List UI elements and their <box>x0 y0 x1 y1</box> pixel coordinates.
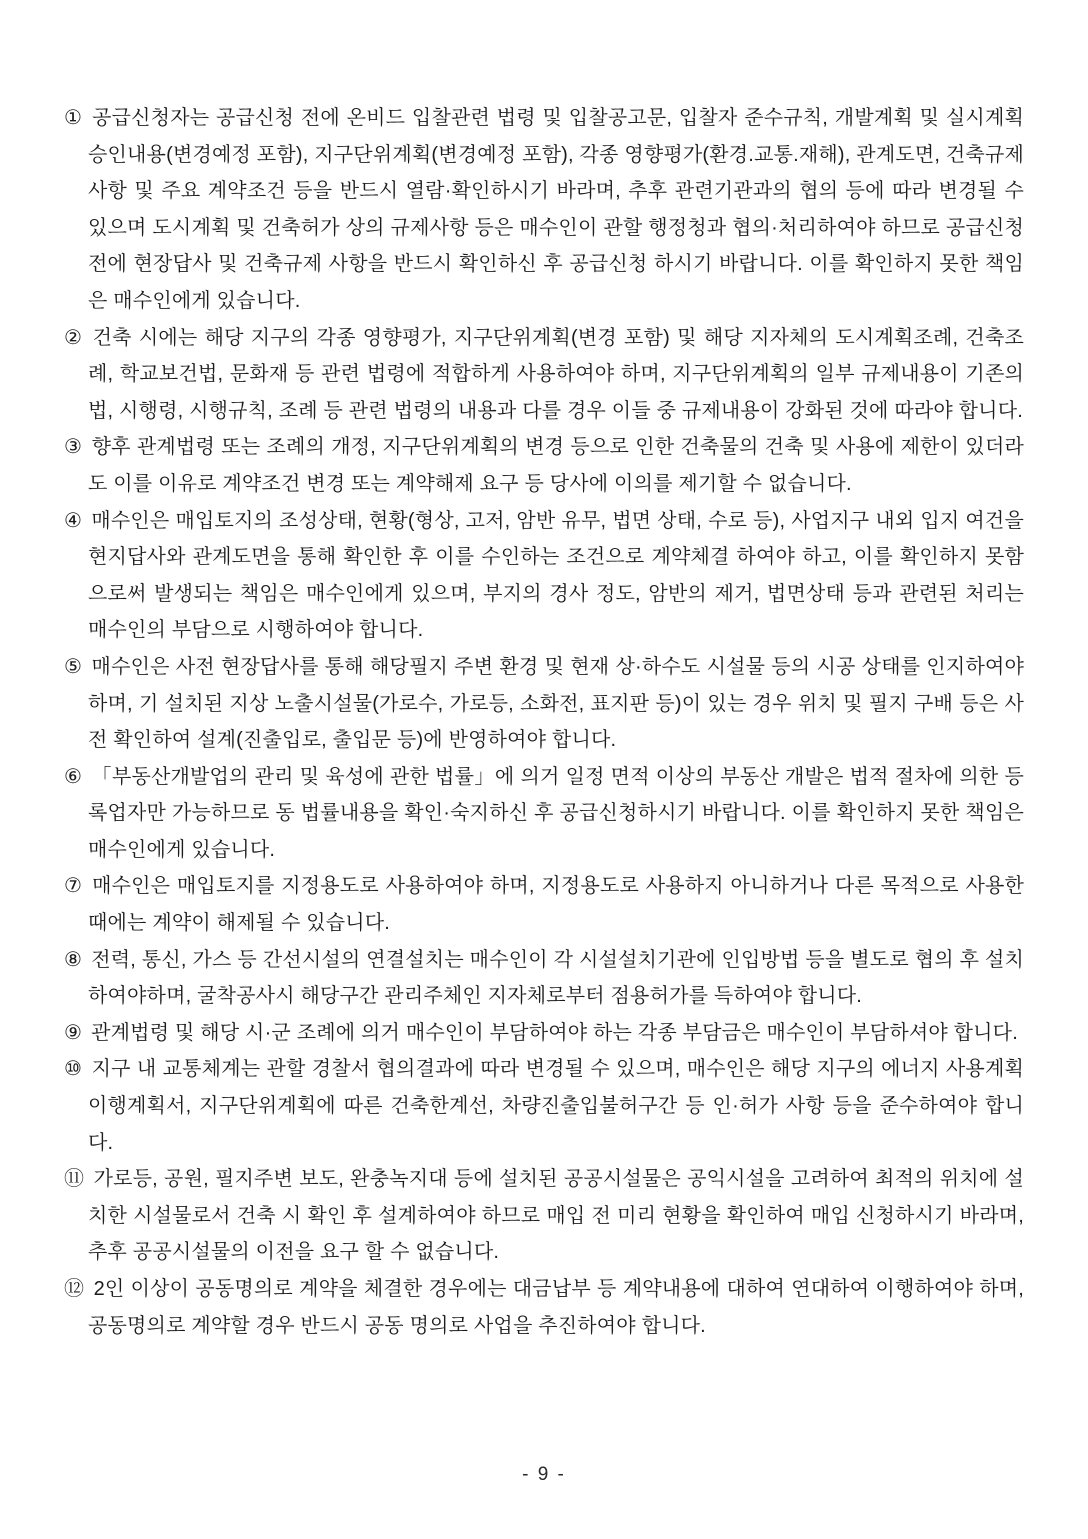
item-number: ⑧ <box>64 948 83 971</box>
item-number: ⑫ <box>64 1278 85 1300</box>
item-text: 공급신청자는 공급신청 전에 온비드 입찰관련 법령 및 입찰공고문, 입찰자 준수규칙, 개발계획 및 실시계획 승인내용(변경예정 포함), 지구단위계획(변경예정 포함), 각종 영향평가(환경.교통.재해), 관계도면, 건축규제사항 및 주요 계약조건 등을 반드시 열람·확인하시기 바라며, 추후 관련기관과의 협의 등에 따라 변경될 수 있으며 도시계획 및 건축허가 상의 규제사항 등은 매수인이 관할 행정청과 협의·처리하여야 하므로 공급신청 전에 현장답사 및 건축규제 사항을 반드시 확인하신 후 공급신청 하시기 바랍니다. 이를 확인하지 못한 책임은 매수인에게 있습니다. <box>88 107 1024 312</box>
item-text: 향후 관계법령 또는 조례의 개정, 지구단위계획의 변경 등으로 인한 건축물의 건축 및 사용에 제한이 있더라도 이를 이유로 계약조건 변경 또는 계약해제 요구 등 당사에 이의를 제기할 수 없습니다. <box>88 436 1024 495</box>
item-text: 매수인은 사전 현장답사를 통해 해당필지 주변 환경 및 현재 상·하수도 시설물 등의 시공 상태를 인지하여야 하며, 기 설치된 지상 노출시설물(가로수, 가로등, 소화전, 표지판 등)이 있는 경우 위치 및 필지 구배 등은 사전 확인하여 설계(진출입로, 출입문 등)에 반영하여야 합니다. <box>88 655 1025 752</box>
page-number: - 9 - <box>522 1464 566 1485</box>
notice-item-9 <box>64 1015 1024 1052</box>
notice-item-8 <box>64 942 1024 1015</box>
item-text: 매수인은 매입토지를 지정용도로 사용하여야 하며, 지정용도로 사용하지 아니하거나 다른 목적으로 사용한 때에는 계약이 해제될 수 있습니다. <box>88 875 1024 935</box>
notice-item-12 <box>64 1271 1024 1344</box>
item-text: 전력, 통신, 가스 등 간선시설의 연결설치는 매수인이 각 시설설치기관에 인입방법 등을 별도로 협의 후 설치하여야하며, 굴착공사시 해당구간 관리주체인 지자체로부터 점용허가를 득하여야 합니다. <box>88 948 1024 1008</box>
notice-item-6 <box>64 759 1024 869</box>
item-number: ⑤ <box>64 655 83 678</box>
item-text: 2인 이상이 공동명의로 계약을 체결한 경우에는 대금납부 등 계약내용에 대하여 연대하여 이행하여야 하며, 공동명의로 계약할 경우 반드시 공동 명의로 사업을 추진하여야 합니다. <box>88 1278 1024 1337</box>
item-number: ⑨ <box>64 1021 83 1044</box>
item-number: ⑪ <box>64 1168 85 1191</box>
notice-item-2 <box>64 320 1024 430</box>
item-text: 관계법령 및 해당 시·군 조례에 의거 매수인이 부담하여야 하는 각종 부담금은 매수인이 부담하셔야 합니다. <box>91 1021 1018 1044</box>
item-number: ④ <box>64 509 83 532</box>
notice-item-5 <box>64 649 1024 759</box>
notice-item-4 <box>64 503 1024 649</box>
item-number: ③ <box>64 436 83 459</box>
notice-item-11 <box>64 1161 1024 1271</box>
notice-item-7 <box>64 868 1024 941</box>
notice-item-10 <box>64 1051 1024 1161</box>
item-number: ① <box>64 107 84 129</box>
item-text: 건축 시에는 해당 지구의 각종 영향평가, 지구단위계획(변경 포함) 및 해당 지자체의 도시계획조례, 건축조례, 학교보건법, 문화재 등 관련 법령에 적합하게 사용하여야 하며, 지구단위계획의 일부 규제내용이 기존의 법, 시행령, 시행규칙, 조례 등 관련 법령의 내용과 다를 경우 이들 중 규제내용이 강화된 것에 따라야 합니다. <box>88 326 1024 422</box>
notice-item-3 <box>64 429 1024 502</box>
notice-item-1 <box>64 100 1024 320</box>
item-text: 「부동산개발업의 관리 및 육성에 관한 법률」에 의거 일정 면적 이상의 부동산 개발은 법적 절차에 의한 등록업자만 가능하므로 동 법률내용을 확인·숙지하신 후 공급신청하시기 바랍니다. 이를 확인하지 못한 책임은 매수인에게 있습니다. <box>88 765 1024 861</box>
item-number: ② <box>64 326 84 349</box>
item-text: 지구 내 교통체계는 관할 경찰서 협의결과에 따라 변경될 수 있으며, 매수인은 해당 지구의 에너지 사용계획이행계획서, 지구단위계획에 따른 건축한계선, 차량진출입불허구간 등 인·허가 사항 등을 준수하여야 합니다. <box>88 1058 1024 1154</box>
item-number: ⑥ <box>64 765 83 788</box>
notice-list <box>64 100 1024 1344</box>
item-number: ⑩ <box>64 1058 83 1081</box>
item-text: 매수인은 매입토지의 조성상태, 현황(형상, 고저, 암반 유무, 법면 상태, 수로 등), 사업지구 내외 입지 여건을 현지답사와 관계도면을 통해 확인한 후 이를 수인하는 조건으로 계약체결 하여야 하고, 이를 확인하지 못함으로써 발생되는 책임은 매수인에게 있으며, 부지의 경사 정도, 암반의 제거, 법면상태 등과 관련된 처리는 매수인의 부담으로 시행하여야 합니다. <box>88 509 1024 642</box>
item-number: ⑦ <box>64 875 84 898</box>
item-text: 가로등, 공원, 필지주변 보도, 완충녹지대 등에 설치된 공공시설물은 공익시설을 고려하여 최적의 위치에 설치한 시설물로서 건축 시 확인 후 설계하여야 하므로 매입 전 미리 현황을 확인하여 매입 신청하시기 바라며, 추후 공공시설물의 이전을 요구 할 수 없습니다. <box>88 1168 1024 1264</box>
